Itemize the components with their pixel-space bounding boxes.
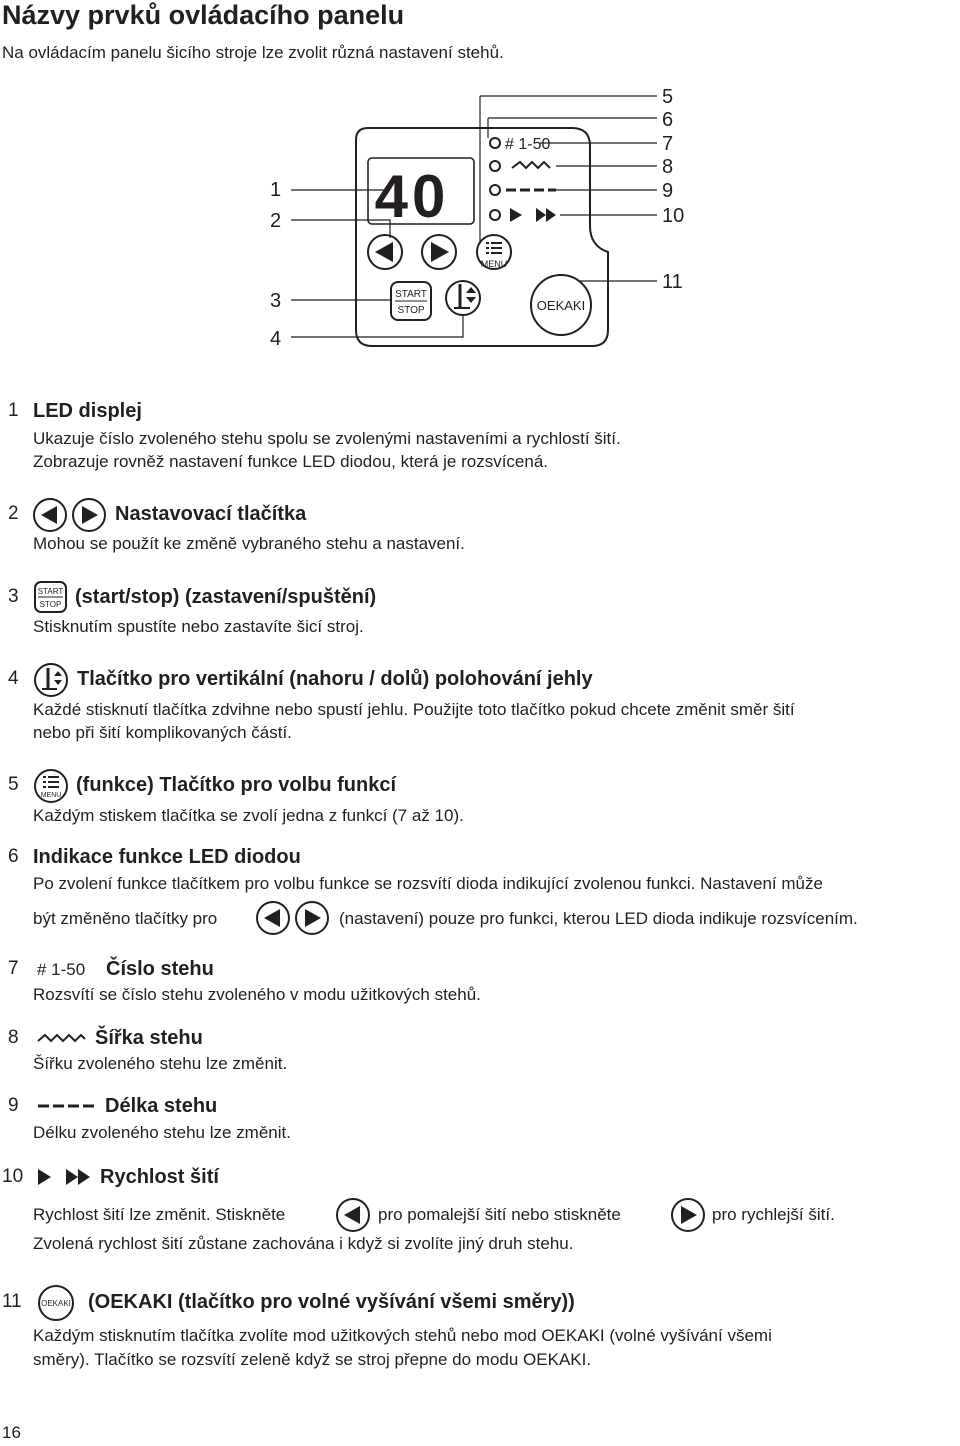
item-3-line-1: Stisknutím spustíte nebo zastavíte šicí stroj. (33, 617, 364, 636)
page-subtitle: Na ovládacím panelu šicího stroje lze zvolit různá nastavení stehů. (2, 43, 504, 62)
start-label: START (395, 289, 427, 300)
callout-8: 8 (662, 156, 674, 178)
item-2-arrow-buttons-icon (32, 497, 107, 533)
item-7-heading: Číslo stehu (106, 958, 214, 980)
item-4-needle-up-down-icon (33, 662, 69, 698)
item-9-heading: Délka stehu (105, 1095, 218, 1117)
svg-text:STOP: STOP (39, 600, 62, 609)
item-11-heading: (OEKAKI (tlačítko pro volné vyšívání všemi směry)) (88, 1291, 575, 1313)
item-7-icon-text: # 1-50 (37, 960, 86, 979)
callout-3: 3 (270, 290, 282, 312)
callout-7: 7 (662, 133, 674, 155)
item-9-number: 9 (8, 1095, 19, 1116)
item-1-number: 1 (8, 400, 19, 421)
svg-text:MENU: MENU (40, 792, 62, 799)
speed-slow-icon (510, 208, 522, 222)
callout-10: 10 (662, 205, 685, 227)
callout-6: 6 (662, 109, 674, 131)
speed-fast-icon (536, 208, 556, 222)
svg-text:OEKAKI: OEKAKI (41, 1299, 71, 1308)
item-2-heading: Nastavovací tlačítka (115, 503, 307, 525)
led-length (490, 185, 500, 195)
callout-4: 4 (270, 328, 282, 350)
callout-1: 1 (270, 179, 282, 201)
item-5-number: 5 (8, 774, 19, 795)
width-zigzag-icon (512, 162, 550, 168)
control-panel-diagram (0, 80, 960, 360)
item-10-line-1-b: pro pomalejší šití nebo stiskněte (378, 1205, 621, 1224)
item-8-number: 8 (8, 1027, 19, 1048)
item-10-right-arrow-icon (670, 1197, 706, 1233)
item-2-number: 2 (8, 503, 19, 524)
callout-5: 5 (662, 86, 674, 108)
item-10-left-arrow-icon (335, 1197, 371, 1233)
item-3-start-stop-icon (33, 580, 69, 614)
item-2-line-1: Mohou se použít ke změně vybraného stehu a nastavení. (33, 534, 465, 553)
item-10-heading: Rychlost šití (100, 1166, 219, 1188)
item-3-number: 3 (8, 586, 19, 607)
callout-11: 11 (662, 271, 683, 293)
led-speed (490, 210, 500, 220)
item-6-line-2-post: (nastavení) pouze pro funkci, kterou LED dioda indikuje rozsvícením. (339, 909, 858, 928)
callout-9: 9 (662, 180, 674, 202)
left-arrow-icon (375, 242, 393, 262)
item-7-number: 7 (8, 958, 19, 979)
menu-list-icon (486, 242, 502, 254)
stitch-range-label: # 1-50 (505, 136, 551, 153)
svg-text:START: START (37, 587, 64, 596)
item-4-heading: Tlačítko pro vertikální (nahoru / dolů) polohování jehly (77, 668, 593, 690)
item-8-zigzag-icon (37, 1030, 87, 1046)
item-10-number: 10 (2, 1166, 24, 1187)
item-10-line-1-a: Rychlost šití lze změnit. Stiskněte (33, 1205, 286, 1224)
item-8-heading: Šířka stehu (95, 1027, 203, 1049)
item-5-line-1: Každým stiskem tlačítka se zvolí jedna z funkcí (7 až 10). (33, 806, 464, 825)
menu-label: MENU (480, 259, 508, 269)
item-6-number: 6 (8, 846, 19, 867)
item-7-line-1: Rozsvítí se číslo stehu zvoleného v modu užitkových stehů. (33, 985, 481, 1004)
needle-up-down-icon (454, 284, 476, 308)
right-arrow-icon (431, 242, 449, 262)
item-1-heading: LED displej (33, 400, 142, 422)
item-10-line-2: Zvolená rychlost šití zůstane zachována i když si zvolíte jiný druh stehu. (33, 1234, 574, 1253)
page-number: 16 (2, 1423, 21, 1442)
item-1-line-2: Zobrazuje rovněž nastavení funkce LED diodou, která je rozsvícená. (33, 452, 549, 471)
item-6-line-2-pre: být změněno tlačítky pro (33, 909, 218, 928)
item-4-number: 4 (8, 668, 19, 689)
led-stitch-number (490, 138, 500, 148)
stop-label: STOP (397, 305, 425, 316)
item-11-line-1: Každým stisknutím tlačítka zvolíte mod užitkových stehů nebo mod OEKAKI (volné vyšívání všemi (33, 1326, 772, 1345)
item-11-oekaki-icon (33, 1284, 79, 1322)
item-8-line-1: Šířku zvoleného stehu lze změnit. (33, 1054, 288, 1073)
item-6-arrow-buttons-icon (255, 900, 330, 936)
item-6-line-1: Po zvolení funkce tlačítkem pro volbu funkce se rozsvítí dioda indikující zvolenou funkci. Nastavení může (33, 874, 823, 893)
item-4-line-2: nebo při šití komplikovaných částí. (33, 723, 292, 742)
item-9-line-1: Délku zvoleného stehu lze změnit. (33, 1123, 291, 1142)
oekaki-label: OEKAKI (536, 298, 586, 313)
callout-2: 2 (270, 210, 282, 232)
item-11-number: 11 (2, 1291, 22, 1312)
page-title: Názvy prvků ovládacího panelu (2, 0, 405, 30)
item-5-menu-icon (33, 768, 69, 804)
led-width (490, 161, 500, 171)
item-10-speed-icon (36, 1166, 94, 1188)
item-6-heading: Indikace funkce LED diodou (33, 846, 301, 868)
item-10-line-1-c: pro rychlejší šití. (712, 1205, 835, 1224)
item-3-heading: (start/stop) (zastavení/spuštění) (75, 586, 377, 608)
led-display-value: 40 (374, 163, 450, 230)
item-4-line-1: Každé stisknutí tlačítka zdvihne nebo spustí jehlu. Použijte toto tlačítko pokud chcete změnit směr šití (33, 700, 795, 719)
item-1-line-1: Ukazuje číslo zvoleného stehu spolu se zvolenými nastaveními a rychlostí šití. (33, 429, 621, 448)
item-11-line-2: směry). Tlačítko se rozsvítí zeleně když se stroj přepne do modu OEKAKI. (33, 1350, 592, 1369)
item-9-dash-icon (37, 1098, 97, 1114)
item-5-heading: (funkce) Tlačítko pro volbu funkcí (76, 774, 397, 796)
